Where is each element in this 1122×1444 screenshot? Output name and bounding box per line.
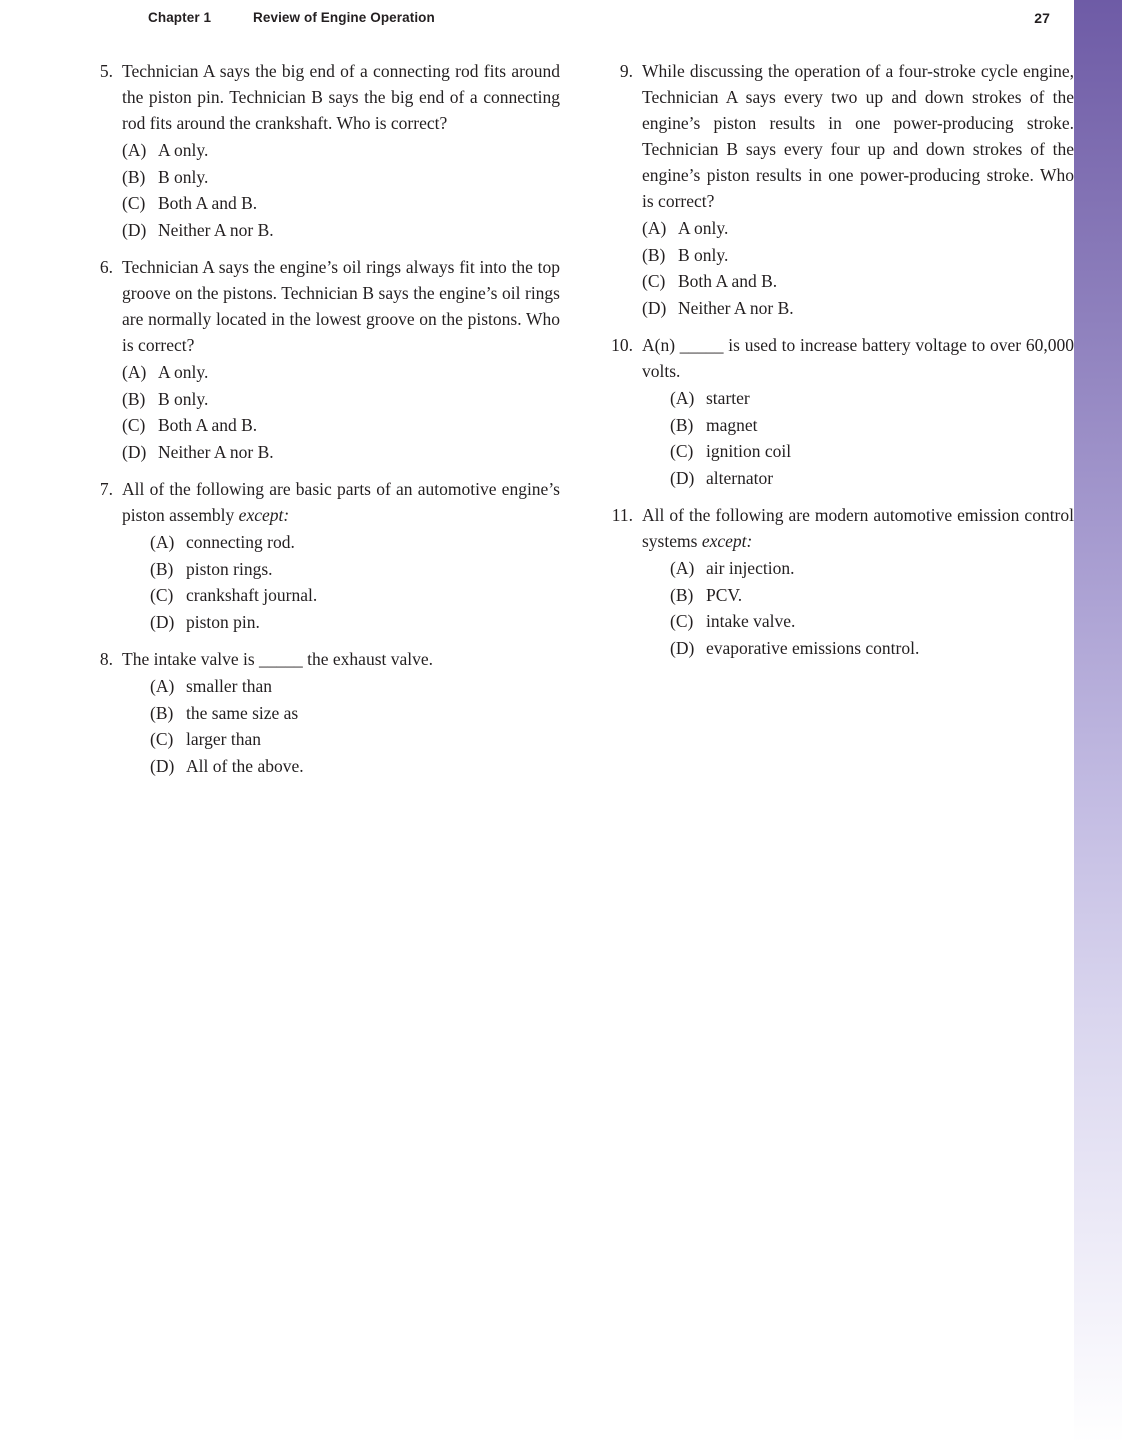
answer-text: A only. <box>678 218 729 238</box>
answer-option[interactable] <box>122 439 560 466</box>
question-stem-text: All of the following are basic parts of an automotive engine’s piston assembly <box>122 479 560 525</box>
question-stem: Technician A says the engine’s oil rings always fit into the top groove on the pistons. Technician B says the engine’s oil rings are normally located in the lowest groove on the pistons. Who is correct? <box>122 257 560 355</box>
answer-option[interactable] <box>122 164 560 191</box>
column-left <box>90 58 560 790</box>
question-item <box>604 58 1074 321</box>
answer-text: the same size as <box>186 702 299 723</box>
answer-label: (C) <box>150 585 174 605</box>
answer-label: (C) <box>150 729 174 749</box>
page-edge-decoration <box>1074 0 1122 1444</box>
answer-option[interactable] <box>150 726 560 753</box>
question-stem: While discussing the operation of a four-stroke cycle engine, Technician A says every two up and down strokes of the engine’s piston results in one power-producing stroke. Technician B says every four up and down strokes of the engine’s piston results in one power-producing stroke. Who is correct? <box>642 61 1074 211</box>
question-stem: Technician A says the big end of a connecting rod fits around the piston pin. Technician B says the big end of a connecting rod fits around the crankshaft. Who is correct? <box>122 61 560 133</box>
question-item <box>604 332 1074 491</box>
answer-text: intake valve. <box>706 611 796 631</box>
answer-label: (D) <box>122 219 147 240</box>
question-body <box>122 476 560 635</box>
answer-list <box>642 215 1074 321</box>
answer-label: (A) <box>670 558 695 578</box>
answer-option[interactable] <box>642 242 1074 269</box>
answer-option[interactable] <box>122 359 560 386</box>
answer-option[interactable] <box>150 556 560 583</box>
question-stem <box>122 476 560 528</box>
answer-label: (B) <box>150 558 174 579</box>
page-number: 27 <box>1034 10 1050 26</box>
answer-option[interactable] <box>150 753 560 780</box>
answer-label: (C) <box>670 441 694 461</box>
two-column-body <box>90 58 1074 790</box>
answer-text: B only. <box>678 244 729 265</box>
answer-text: piston pin. <box>186 611 260 632</box>
question-item <box>90 254 560 465</box>
answer-label: (A) <box>150 676 175 696</box>
answer-option[interactable] <box>642 215 1074 242</box>
question-item <box>90 646 560 779</box>
answer-text: Neither A nor B. <box>678 297 794 318</box>
question-item <box>604 502 1074 661</box>
answer-label: (C) <box>122 193 146 213</box>
answer-option[interactable] <box>122 386 560 413</box>
question-number: 7. <box>99 479 113 499</box>
question-body <box>642 58 1074 321</box>
question-stem: A(n) _____ is used to increase battery voltage to over 60,000 volts. <box>642 335 1074 381</box>
answer-label: (A) <box>150 532 175 552</box>
answer-text: crankshaft journal. <box>186 585 318 605</box>
answer-label: (A) <box>122 362 147 382</box>
answer-option[interactable] <box>670 608 1074 635</box>
answer-label: (D) <box>642 297 667 318</box>
question-number: 6. <box>99 257 113 277</box>
answer-text: Neither A nor B. <box>158 441 274 462</box>
answer-option[interactable] <box>150 529 560 556</box>
answer-option[interactable] <box>670 465 1074 492</box>
answer-list <box>122 673 560 779</box>
column-right <box>604 58 1074 790</box>
answer-option[interactable] <box>670 385 1074 412</box>
answer-list <box>122 359 560 465</box>
answer-text: magnet <box>706 414 758 435</box>
answer-text: ignition coil <box>706 441 792 461</box>
question-number: 8. <box>99 649 113 669</box>
answer-label: (A) <box>670 388 695 408</box>
question-number: 5. <box>99 61 113 81</box>
answer-text: Both A and B. <box>678 271 778 291</box>
answer-text: alternator <box>706 467 774 488</box>
answer-text: connecting rod. <box>186 532 295 552</box>
answer-text: A only. <box>158 362 209 382</box>
answer-option[interactable] <box>150 673 560 700</box>
answer-text: larger than <box>186 729 261 749</box>
answer-text: piston rings. <box>186 558 273 579</box>
answer-list <box>122 137 560 243</box>
answer-label: (C) <box>670 611 694 631</box>
question-stem: The intake valve is _____ the exhaust valve. <box>122 649 434 669</box>
answer-label: (C) <box>122 415 146 435</box>
question-body <box>122 58 560 243</box>
answer-option[interactable] <box>670 635 1074 662</box>
question-stem-emphasis: except: <box>238 505 290 525</box>
answer-option[interactable] <box>642 268 1074 295</box>
running-head-chapter: Chapter 1 <box>148 10 212 25</box>
answer-label: (B) <box>122 166 146 187</box>
answer-list <box>642 555 1074 661</box>
answer-text: smaller than <box>186 676 273 696</box>
answer-label: (B) <box>122 388 146 409</box>
answer-text: starter <box>706 388 750 408</box>
answer-label: (B) <box>670 414 694 435</box>
answer-label: (D) <box>150 755 175 776</box>
question-number: 9. <box>619 61 633 81</box>
answer-option[interactable] <box>122 412 560 439</box>
answer-option[interactable] <box>122 137 560 164</box>
question-body <box>122 254 560 465</box>
answer-label: (B) <box>670 584 694 605</box>
answer-list <box>642 385 1074 491</box>
answer-text: Both A and B. <box>158 193 258 213</box>
answer-label: (D) <box>122 441 147 462</box>
answer-label: (A) <box>122 140 147 160</box>
question-body <box>642 502 1074 661</box>
answer-text: PCV. <box>706 584 743 605</box>
question-stem-text: All of the following are modern automotive emission control systems <box>642 505 1074 551</box>
answer-label: (B) <box>642 244 666 265</box>
answer-list <box>122 529 560 635</box>
question-item <box>90 58 560 243</box>
answer-label: (A) <box>642 218 667 238</box>
answer-option[interactable] <box>150 609 560 636</box>
question-number: 10. <box>611 335 633 355</box>
question-item <box>90 476 560 635</box>
answer-text: Neither A nor B. <box>158 219 274 240</box>
answer-text: A only. <box>158 140 209 160</box>
question-number: 11. <box>611 505 633 525</box>
answer-option[interactable] <box>150 582 560 609</box>
answer-option[interactable] <box>670 555 1074 582</box>
answer-option[interactable] <box>642 295 1074 322</box>
answer-label: (D) <box>670 467 695 488</box>
answer-option[interactable] <box>150 700 560 727</box>
answer-text: Both A and B. <box>158 415 258 435</box>
answer-text: B only. <box>158 388 209 409</box>
answer-text: All of the above. <box>186 755 304 776</box>
answer-label: (D) <box>670 637 695 658</box>
answer-option[interactable] <box>670 438 1074 465</box>
running-head-title: Review of Engine Operation <box>253 10 435 25</box>
question-body <box>122 646 560 779</box>
answer-text: air injection. <box>706 558 795 578</box>
question-stem <box>642 502 1074 554</box>
answer-option[interactable] <box>670 412 1074 439</box>
answer-option[interactable] <box>122 217 560 244</box>
answer-label: (B) <box>150 702 174 723</box>
running-head <box>148 10 1050 36</box>
answer-text: evaporative emissions control. <box>706 637 920 658</box>
answer-option[interactable] <box>122 190 560 217</box>
answer-label: (D) <box>150 611 175 632</box>
answer-option[interactable] <box>670 582 1074 609</box>
question-body <box>642 332 1074 491</box>
answer-label: (C) <box>642 271 666 291</box>
answer-text: B only. <box>158 166 209 187</box>
question-stem-emphasis: except: <box>701 531 753 551</box>
